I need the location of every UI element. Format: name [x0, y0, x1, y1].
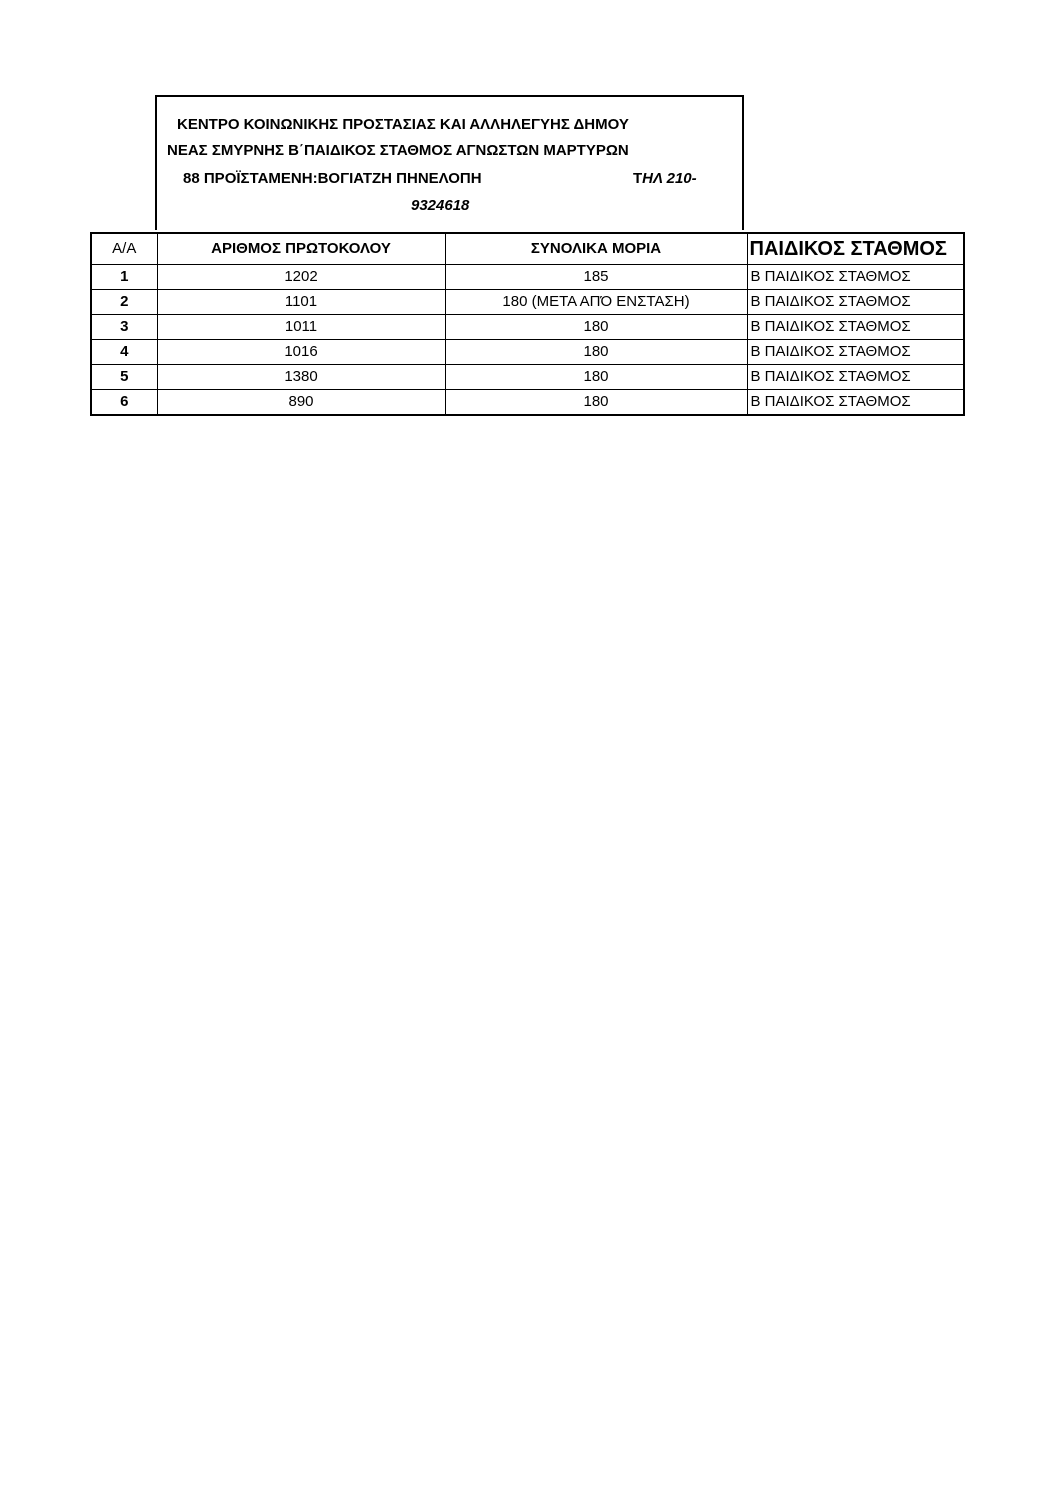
table-row	[91, 265, 964, 290]
cell-aa: 6	[91, 390, 157, 416]
cell-station: Β ΠΑΙΔΙΚΟΣ ΣΤΑΘΜΟΣ	[747, 290, 964, 315]
col-header-aa: Α/Α	[91, 233, 157, 265]
phone-label: ΗΛ 210-	[642, 170, 697, 187]
cell-protocol: 1016	[157, 340, 445, 365]
table-row	[91, 390, 964, 416]
cell-points: 180 (ΜΕΤΑ ΑΠΌ ΕΝΣΤΑΣΗ)	[445, 290, 747, 315]
cell-points: 180	[445, 315, 747, 340]
table-row	[91, 290, 964, 315]
roster-table	[90, 232, 965, 416]
cell-protocol: 1011	[157, 315, 445, 340]
col-header-points: ΣΥΝΟΛΙΚΑ ΜΟΡΙΑ	[445, 233, 747, 265]
header-line-3-phone	[633, 169, 697, 189]
table-row	[91, 365, 964, 390]
cell-station: Β ΠΑΙΔΙΚΟΣ ΣΤΑΘΜΟΣ	[747, 340, 964, 365]
cell-station: Β ΠΑΙΔΙΚΟΣ ΣΤΑΘΜΟΣ	[747, 315, 964, 340]
header-line-3-name: 88 ΠΡΟΪΣΤΑΜΕΝΗ:ΒΟΓΙΑΤΖΗ ΠΗΝΕΛΟΠΗ	[183, 170, 482, 187]
cell-protocol: 1202	[157, 265, 445, 290]
cell-points: 180	[445, 390, 747, 416]
table-row	[91, 340, 964, 365]
header-line-1: ΚΕΝΤΡΟ ΚΟΙΝΩΝΙΚΗΣ ΠΡΟΣΤΑΣΙΑΣ ΚΑΙ ΑΛΛΗΛΕΓΥΗΣ ΔΗΜΟΥ	[177, 116, 629, 133]
cell-station: Β ΠΑΙΔΙΚΟΣ ΣΤΑΘΜΟΣ	[747, 365, 964, 390]
cell-aa: 3	[91, 315, 157, 340]
table-header-row	[91, 233, 964, 265]
col-header-station: ΠΑΙΔΙΚΟΣ ΣΤΑΘΜΟΣ	[747, 233, 964, 265]
phone-prefix: Τ	[633, 170, 643, 187]
cell-station: Β ΠΑΙΔΙΚΟΣ ΣΤΑΘΜΟΣ	[747, 265, 964, 290]
cell-points: 180	[445, 365, 747, 390]
header-line-2: ΝΕΑΣ ΣΜΥΡΝΗΣ Β΄ΠΑΙΔΙΚΟΣ ΣΤΑΘΜΟΣ ΑΓΝΩΣΤΩΝ ΜΑΡΤΥΡΩΝ	[167, 142, 629, 159]
cell-points: 185	[445, 265, 747, 290]
table-row	[91, 315, 964, 340]
cell-protocol: 1380	[157, 365, 445, 390]
cell-aa: 2	[91, 290, 157, 315]
cell-protocol: 890	[157, 390, 445, 416]
cell-aa: 5	[91, 365, 157, 390]
cell-points: 180	[445, 340, 747, 365]
col-header-protocol: ΑΡΙΘΜΟΣ ΠΡΩΤΟΚΟΛΟΥ	[157, 233, 445, 265]
cell-aa: 4	[91, 340, 157, 365]
cell-station: Β ΠΑΙΔΙΚΟΣ ΣΤΑΘΜΟΣ	[747, 390, 964, 416]
cell-protocol: 1101	[157, 290, 445, 315]
header-line-4: 9324618	[411, 197, 470, 214]
cell-aa: 1	[91, 265, 157, 290]
